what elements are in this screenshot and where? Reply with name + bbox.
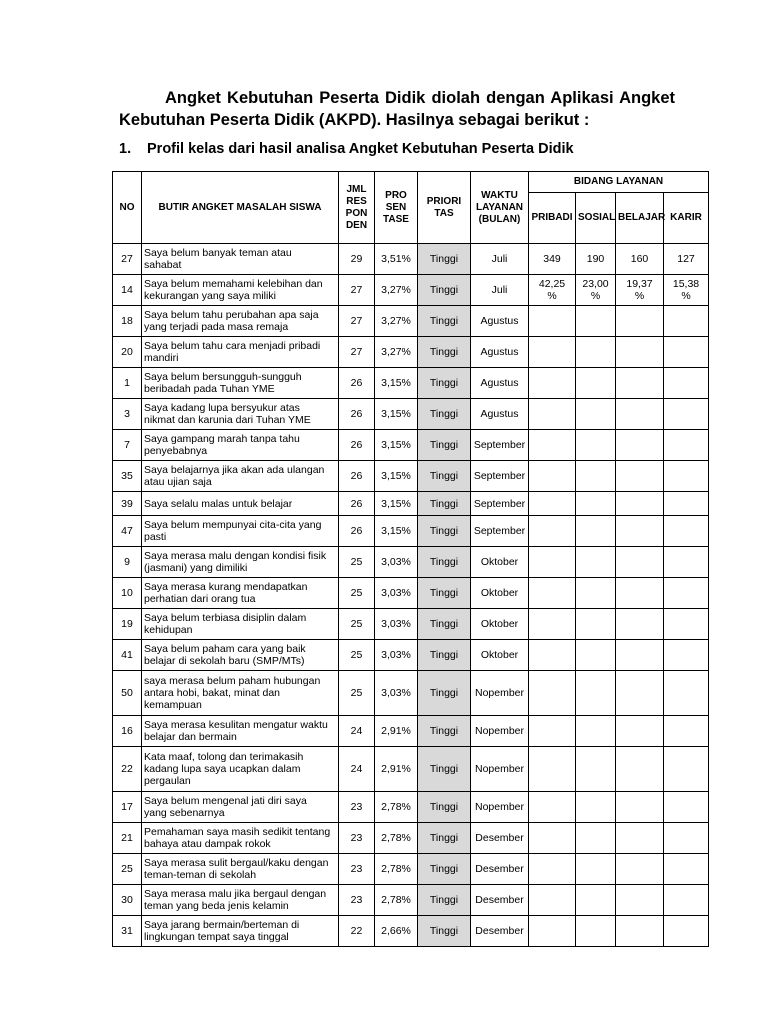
cell-belajar: 19,37 % xyxy=(616,275,664,306)
cell-prosentase: 3,51% xyxy=(375,244,418,275)
cell-no: 1 xyxy=(113,368,142,399)
intro-line-1: Angket Kebutuhan Peserta Didik diolah dengan Aplikasi Angket xyxy=(165,89,675,107)
cell-sosial xyxy=(576,516,616,547)
cell-karir xyxy=(664,885,709,916)
cell-jml: 24 xyxy=(339,747,375,792)
cell-jml: 26 xyxy=(339,461,375,492)
cell-bulan: Desember xyxy=(471,854,529,885)
cell-prioritas: Tinggi xyxy=(418,578,471,609)
cell-pribadi xyxy=(529,671,576,716)
cell-butir: saya merasa belum paham hubungan antara hobi, bakat, minat dan kemampuan xyxy=(142,671,339,716)
cell-bulan: Oktober xyxy=(471,547,529,578)
cell-no: 14 xyxy=(113,275,142,306)
cell-jml: 26 xyxy=(339,399,375,430)
cell-prioritas: Tinggi xyxy=(418,244,471,275)
cell-jml: 26 xyxy=(339,430,375,461)
header-waktu-layanan: WAKTU LAYANAN (BULAN) xyxy=(471,172,529,244)
cell-prioritas: Tinggi xyxy=(418,609,471,640)
header-prosentase: PRO SEN TASE xyxy=(375,172,418,244)
header-belajar: BELAJAR xyxy=(616,193,664,244)
cell-butir: Saya belum paham cara yang baik belajar di sekolah baru (SMP/MTs) xyxy=(142,640,339,671)
table-row xyxy=(113,399,709,430)
cell-bulan: September xyxy=(471,492,529,516)
table-row xyxy=(113,823,709,854)
cell-butir: Saya belum tahu cara menjadi pribadi mandiri xyxy=(142,337,339,368)
cell-pribadi xyxy=(529,399,576,430)
cell-sosial: 190 xyxy=(576,244,616,275)
cell-prosentase: 3,15% xyxy=(375,368,418,399)
cell-belajar xyxy=(616,492,664,516)
cell-prioritas: Tinggi xyxy=(418,492,471,516)
cell-prioritas: Tinggi xyxy=(418,399,471,430)
cell-pribadi xyxy=(529,916,576,947)
cell-bulan: Nopember xyxy=(471,792,529,823)
cell-jml: 26 xyxy=(339,492,375,516)
cell-belajar xyxy=(616,823,664,854)
cell-no: 20 xyxy=(113,337,142,368)
cell-prioritas: Tinggi xyxy=(418,337,471,368)
cell-prosentase: 2,78% xyxy=(375,823,418,854)
cell-belajar xyxy=(616,609,664,640)
cell-no: 18 xyxy=(113,306,142,337)
cell-belajar xyxy=(616,578,664,609)
cell-jml: 24 xyxy=(339,716,375,747)
cell-pribadi xyxy=(529,792,576,823)
cell-bulan: Agustus xyxy=(471,399,529,430)
cell-pribadi xyxy=(529,368,576,399)
cell-belajar xyxy=(616,430,664,461)
cell-jml: 25 xyxy=(339,671,375,716)
cell-karir xyxy=(664,823,709,854)
cell-jml: 29 xyxy=(339,244,375,275)
cell-sosial xyxy=(576,578,616,609)
cell-karir xyxy=(664,306,709,337)
cell-pribadi xyxy=(529,492,576,516)
cell-prosentase: 3,15% xyxy=(375,516,418,547)
cell-bulan: Nopember xyxy=(471,747,529,792)
cell-butir: Saya belum mengenal jati diri saya yang sebenarnya xyxy=(142,792,339,823)
table-row xyxy=(113,854,709,885)
cell-butir: Saya merasa kesulitan mengatur waktu belajar dan bermain xyxy=(142,716,339,747)
cell-prosentase: 3,03% xyxy=(375,671,418,716)
cell-sosial xyxy=(576,337,616,368)
cell-butir: Saya selalu malas untuk belajar xyxy=(142,492,339,516)
cell-prosentase: 3,27% xyxy=(375,306,418,337)
cell-jml: 27 xyxy=(339,337,375,368)
cell-pribadi xyxy=(529,747,576,792)
table-row xyxy=(113,716,709,747)
cell-no: 19 xyxy=(113,609,142,640)
cell-no: 30 xyxy=(113,885,142,916)
section-heading xyxy=(119,139,574,159)
cell-karir xyxy=(664,916,709,947)
cell-no: 17 xyxy=(113,792,142,823)
cell-sosial xyxy=(576,640,616,671)
cell-karir xyxy=(664,578,709,609)
header-no: NO xyxy=(113,172,142,244)
cell-no: 39 xyxy=(113,492,142,516)
cell-butir: Saya merasa sulit bergaul/kaku dengan teman-teman di sekolah xyxy=(142,854,339,885)
cell-bulan: Juli xyxy=(471,244,529,275)
cell-karir xyxy=(664,430,709,461)
cell-no: 21 xyxy=(113,823,142,854)
cell-pribadi xyxy=(529,640,576,671)
cell-sosial xyxy=(576,368,616,399)
table-row xyxy=(113,640,709,671)
cell-butir: Pemahaman saya masih sedikit tentang bahaya atau dampak rokok xyxy=(142,823,339,854)
cell-sosial xyxy=(576,547,616,578)
table-row xyxy=(113,337,709,368)
cell-bulan: Desember xyxy=(471,916,529,947)
cell-prosentase: 2,66% xyxy=(375,916,418,947)
cell-butir: Kata maaf, tolong dan terimakasih kadang lupa saya ucapkan dalam pergaulan xyxy=(142,747,339,792)
header-pribadi: PRIBADI xyxy=(529,193,576,244)
cell-no: 25 xyxy=(113,854,142,885)
cell-butir: Saya belum terbiasa disiplin dalam kehidupan xyxy=(142,609,339,640)
header-butir: BUTIR ANGKET MASALAH SISWA xyxy=(142,172,339,244)
cell-no: 7 xyxy=(113,430,142,461)
cell-butir: Saya belum banyak teman atau sahabat xyxy=(142,244,339,275)
cell-pribadi xyxy=(529,854,576,885)
table-row xyxy=(113,492,709,516)
cell-prioritas: Tinggi xyxy=(418,747,471,792)
cell-prioritas: Tinggi xyxy=(418,368,471,399)
cell-butir: Saya belum mempunyai cita-cita yang pasti xyxy=(142,516,339,547)
intro-line-2: Kebutuhan Peserta Didik (AKPD). Hasilnya sebagai berikut : xyxy=(119,111,590,129)
cell-prosentase: 3,27% xyxy=(375,275,418,306)
cell-karir xyxy=(664,792,709,823)
cell-belajar xyxy=(616,792,664,823)
akpd-table xyxy=(112,171,709,947)
cell-jml: 23 xyxy=(339,885,375,916)
cell-prosentase: 3,15% xyxy=(375,461,418,492)
cell-prioritas: Tinggi xyxy=(418,823,471,854)
cell-prioritas: Tinggi xyxy=(418,854,471,885)
table-row xyxy=(113,747,709,792)
cell-prioritas: Tinggi xyxy=(418,516,471,547)
table-body xyxy=(113,244,709,947)
cell-jml: 25 xyxy=(339,609,375,640)
cell-sosial xyxy=(576,492,616,516)
cell-karir xyxy=(664,337,709,368)
cell-bulan: September xyxy=(471,430,529,461)
cell-belajar xyxy=(616,885,664,916)
cell-pribadi xyxy=(529,461,576,492)
cell-karir xyxy=(664,368,709,399)
cell-butir: Saya gampang marah tanpa tahu penyebabnya xyxy=(142,430,339,461)
cell-belajar xyxy=(616,747,664,792)
cell-sosial xyxy=(576,461,616,492)
cell-karir xyxy=(664,492,709,516)
cell-prosentase: 2,78% xyxy=(375,854,418,885)
cell-bulan: Agustus xyxy=(471,306,529,337)
cell-prioritas: Tinggi xyxy=(418,275,471,306)
header-prioritas: PRIORI TAS xyxy=(418,172,471,244)
cell-prosentase: 2,91% xyxy=(375,747,418,792)
cell-sosial xyxy=(576,609,616,640)
cell-prosentase: 2,91% xyxy=(375,716,418,747)
cell-prioritas: Tinggi xyxy=(418,716,471,747)
cell-jml: 26 xyxy=(339,516,375,547)
cell-bulan: Nopember xyxy=(471,716,529,747)
cell-sosial xyxy=(576,916,616,947)
cell-karir xyxy=(664,399,709,430)
cell-pribadi xyxy=(529,823,576,854)
cell-pribadi: 349 xyxy=(529,244,576,275)
cell-sosial xyxy=(576,716,616,747)
cell-bulan: September xyxy=(471,516,529,547)
cell-prosentase: 2,78% xyxy=(375,792,418,823)
cell-prioritas: Tinggi xyxy=(418,885,471,916)
cell-bulan: Oktober xyxy=(471,640,529,671)
cell-karir xyxy=(664,747,709,792)
cell-karir: 127 xyxy=(664,244,709,275)
cell-butir: Saya jarang bermain/berteman di lingkungan tempat saya tinggal xyxy=(142,916,339,947)
cell-pribadi xyxy=(529,337,576,368)
cell-prioritas: Tinggi xyxy=(418,640,471,671)
cell-no: 47 xyxy=(113,516,142,547)
cell-no: 22 xyxy=(113,747,142,792)
cell-no: 27 xyxy=(113,244,142,275)
cell-belajar xyxy=(616,547,664,578)
cell-belajar xyxy=(616,516,664,547)
cell-no: 10 xyxy=(113,578,142,609)
table-row xyxy=(113,461,709,492)
cell-jml: 26 xyxy=(339,368,375,399)
cell-prioritas: Tinggi xyxy=(418,461,471,492)
cell-pribadi xyxy=(529,547,576,578)
cell-prosentase: 2,78% xyxy=(375,885,418,916)
intro-paragraph xyxy=(119,87,675,131)
cell-belajar xyxy=(616,337,664,368)
table-row xyxy=(113,368,709,399)
cell-butir: Saya merasa kurang mendapatkan perhatian dari orang tua xyxy=(142,578,339,609)
table-row xyxy=(113,885,709,916)
cell-prosentase: 3,15% xyxy=(375,399,418,430)
table-row xyxy=(113,275,709,306)
cell-butir: Saya belajarnya jika akan ada ulangan atau ujian saja xyxy=(142,461,339,492)
header-sosial: SOSIAL xyxy=(576,193,616,244)
cell-no: 35 xyxy=(113,461,142,492)
cell-prioritas: Tinggi xyxy=(418,306,471,337)
cell-karir xyxy=(664,640,709,671)
cell-pribadi xyxy=(529,716,576,747)
cell-belajar xyxy=(616,461,664,492)
cell-prosentase: 3,03% xyxy=(375,578,418,609)
cell-jml: 25 xyxy=(339,640,375,671)
cell-prosentase: 3,15% xyxy=(375,430,418,461)
cell-karir: 15,38 % xyxy=(664,275,709,306)
cell-bulan: Desember xyxy=(471,885,529,916)
cell-prioritas: Tinggi xyxy=(418,547,471,578)
cell-prosentase: 3,15% xyxy=(375,492,418,516)
header-karir: KARIR xyxy=(664,193,709,244)
cell-no: 41 xyxy=(113,640,142,671)
cell-sosial xyxy=(576,399,616,430)
table-row xyxy=(113,547,709,578)
cell-sosial xyxy=(576,792,616,823)
cell-butir: Saya belum bersungguh-sungguh beribadah pada Tuhan YME xyxy=(142,368,339,399)
cell-belajar xyxy=(616,716,664,747)
header-bidang-layanan: BIDANG LAYANAN xyxy=(529,172,709,193)
cell-no: 9 xyxy=(113,547,142,578)
cell-jml: 25 xyxy=(339,547,375,578)
cell-karir xyxy=(664,716,709,747)
cell-jml: 25 xyxy=(339,578,375,609)
cell-sosial xyxy=(576,430,616,461)
cell-prosentase: 3,27% xyxy=(375,337,418,368)
cell-sosial xyxy=(576,306,616,337)
section-title: Profil kelas dari hasil analisa Angket Kebutuhan Peserta Didik xyxy=(147,141,574,157)
cell-pribadi xyxy=(529,885,576,916)
cell-sosial xyxy=(576,885,616,916)
cell-belajar xyxy=(616,916,664,947)
cell-butir: Saya merasa malu dengan kondisi fisik (jasmani) yang dimiliki xyxy=(142,547,339,578)
cell-belajar xyxy=(616,368,664,399)
table-row xyxy=(113,916,709,947)
cell-bulan: Desember xyxy=(471,823,529,854)
cell-jml: 27 xyxy=(339,306,375,337)
cell-prosentase: 3,03% xyxy=(375,640,418,671)
cell-butir: Saya kadang lupa bersyukur atas nikmat dan karunia dari Tuhan YME xyxy=(142,399,339,430)
cell-belajar xyxy=(616,399,664,430)
cell-pribadi: 42,25 % xyxy=(529,275,576,306)
table-row xyxy=(113,609,709,640)
cell-belajar xyxy=(616,671,664,716)
cell-pribadi xyxy=(529,578,576,609)
cell-karir xyxy=(664,671,709,716)
cell-prosentase: 3,03% xyxy=(375,609,418,640)
cell-karir xyxy=(664,609,709,640)
cell-butir: Saya belum tahu perubahan apa saja yang terjadi pada masa remaja xyxy=(142,306,339,337)
cell-pribadi xyxy=(529,430,576,461)
cell-pribadi xyxy=(529,306,576,337)
table-row xyxy=(113,306,709,337)
cell-karir xyxy=(664,547,709,578)
cell-bulan: Juli xyxy=(471,275,529,306)
cell-jml: 23 xyxy=(339,854,375,885)
cell-belajar xyxy=(616,640,664,671)
cell-sosial xyxy=(576,823,616,854)
cell-bulan: Agustus xyxy=(471,368,529,399)
cell-karir xyxy=(664,516,709,547)
cell-jml: 23 xyxy=(339,792,375,823)
table-row xyxy=(113,792,709,823)
cell-bulan: September xyxy=(471,461,529,492)
cell-jml: 27 xyxy=(339,275,375,306)
cell-no: 31 xyxy=(113,916,142,947)
cell-jml: 22 xyxy=(339,916,375,947)
cell-prioritas: Tinggi xyxy=(418,792,471,823)
cell-belajar: 160 xyxy=(616,244,664,275)
cell-no: 3 xyxy=(113,399,142,430)
header-jml-responden: JML RES PON DEN xyxy=(339,172,375,244)
table-row xyxy=(113,578,709,609)
cell-bulan: Oktober xyxy=(471,578,529,609)
section-number: 1. xyxy=(119,141,132,157)
table-row xyxy=(113,430,709,461)
table-row xyxy=(113,244,709,275)
cell-pribadi xyxy=(529,516,576,547)
cell-prioritas: Tinggi xyxy=(418,916,471,947)
cell-prioritas: Tinggi xyxy=(418,430,471,461)
cell-sosial xyxy=(576,854,616,885)
cell-prioritas: Tinggi xyxy=(418,671,471,716)
cell-bulan: Agustus xyxy=(471,337,529,368)
cell-sosial: 23,00 % xyxy=(576,275,616,306)
cell-prosentase: 3,03% xyxy=(375,547,418,578)
table-row xyxy=(113,671,709,716)
cell-butir: Saya merasa malu jika bergaul dengan teman yang beda jenis kelamin xyxy=(142,885,339,916)
cell-karir xyxy=(664,854,709,885)
cell-sosial xyxy=(576,747,616,792)
cell-pribadi xyxy=(529,609,576,640)
cell-karir xyxy=(664,461,709,492)
cell-no: 16 xyxy=(113,716,142,747)
table-row xyxy=(113,516,709,547)
cell-bulan: Nopember xyxy=(471,671,529,716)
cell-jml: 23 xyxy=(339,823,375,854)
cell-sosial xyxy=(576,671,616,716)
cell-no: 50 xyxy=(113,671,142,716)
cell-belajar xyxy=(616,306,664,337)
cell-bulan: Oktober xyxy=(471,609,529,640)
cell-belajar xyxy=(616,854,664,885)
cell-butir: Saya belum memahami kelebihan dan kekurangan yang saya miliki xyxy=(142,275,339,306)
